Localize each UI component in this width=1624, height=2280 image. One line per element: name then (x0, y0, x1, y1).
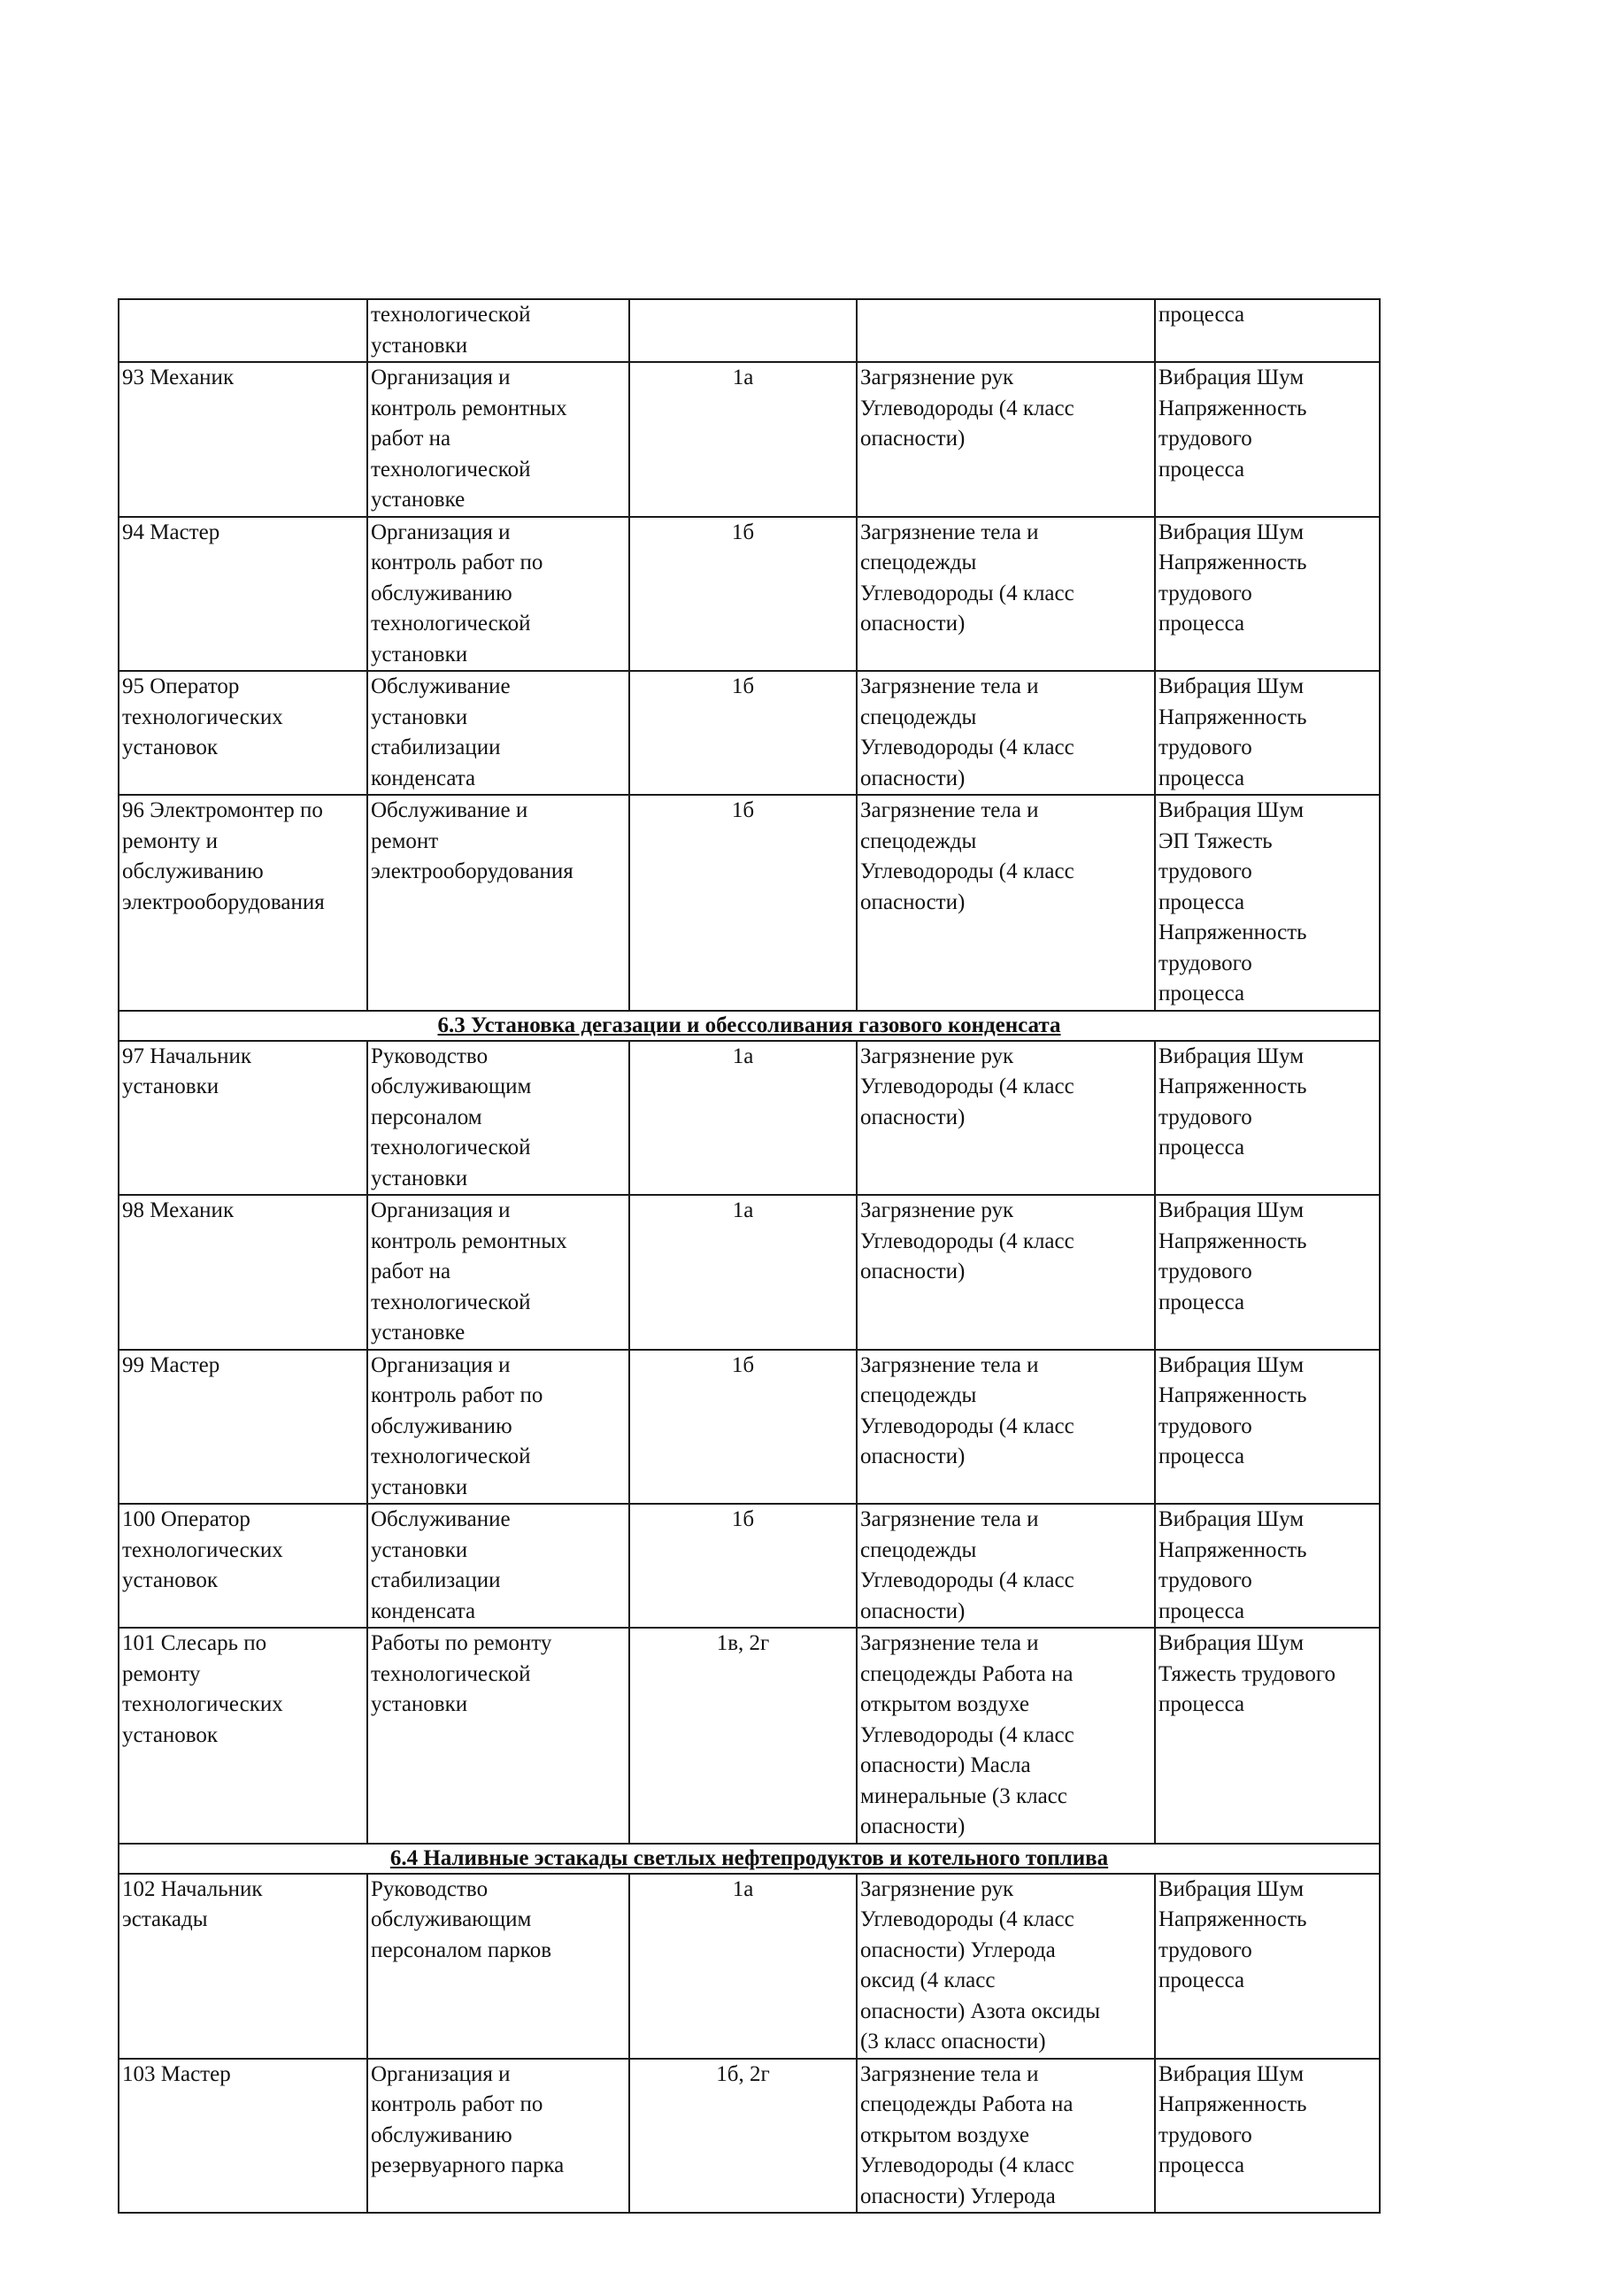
risk-factors-cell: Вибрация Шум Напряженность трудового процесса (1155, 1350, 1380, 1505)
work-class-cell: 1б, 2г (629, 2059, 857, 2214)
work-description-cell: Организация и контроль работ по обслуживанию технологической установки (367, 517, 629, 672)
hazard-factors-cell: Загрязнение тела и спецодежды Углеводороды (4 класс опасности) (857, 1504, 1155, 1628)
hazard-factors-cell (857, 299, 1155, 362)
work-class-cell: 1а (629, 1195, 857, 1350)
risk-factors-cell: Вибрация Шум Напряженность трудового процесса (1155, 1041, 1380, 1196)
profession-cell (119, 299, 367, 362)
table-row (119, 1628, 1380, 1844)
work-class-cell (629, 299, 857, 362)
work-class-cell: 1б (629, 1504, 857, 1628)
table-row (119, 1874, 1380, 2059)
risk-factors-cell: Вибрация Шум Тяжесть трудового процесса (1155, 1628, 1380, 1844)
work-description-cell: Организация и контроль ремонтных работ на технологической установке (367, 362, 629, 517)
table-row (119, 362, 1380, 517)
hazard-factors-cell: Загрязнение тела и спецодежды Работа на открытом воздухе Углеводороды (4 класс опасности) Масла минеральные (3 класс опасности) (857, 1628, 1155, 1844)
work-class-cell: 1б (629, 1350, 857, 1505)
work-description-cell: Руководство обслуживающим персоналом технологической установки (367, 1041, 629, 1196)
profession-cell: 93 Механик (119, 362, 367, 517)
work-description-cell: Организация и контроль работ по обслуживанию резервуарного парка (367, 2059, 629, 2214)
table-row (119, 1350, 1380, 1505)
section-heading: 6.3 Установка дегазации и обессоливания газового конденсата (119, 1011, 1380, 1041)
hazard-factors-cell: Загрязнение рук Углеводороды (4 класс опасности) Углерода оксид (4 класс опасности) Азота оксиды (3 класс опасности) (857, 1874, 1155, 2059)
hazard-factors-cell: Загрязнение рук Углеводороды (4 класс опасности) (857, 1041, 1155, 1196)
risk-factors-cell: Вибрация Шум Напряженность трудового процесса (1155, 517, 1380, 672)
table-row (119, 795, 1380, 1011)
hazard-factors-cell: Загрязнение тела и спецодежды Углеводороды (4 класс опасности) (857, 795, 1155, 1011)
section-row (119, 1011, 1380, 1041)
risk-factors-cell: Вибрация Шум ЭП Тяжесть трудового процесса Напряженность трудового процесса (1155, 795, 1380, 1011)
profession-cell: 99 Мастер (119, 1350, 367, 1505)
risk-factors-cell: Вибрация Шум Напряженность трудового процесса (1155, 1195, 1380, 1350)
profession-cell: 94 Мастер (119, 517, 367, 672)
work-description-cell: Обслуживание установки стабилизации конденсата (367, 671, 629, 795)
hazard-factors-cell: Загрязнение тела и спецодежды Углеводороды (4 класс опасности) (857, 1350, 1155, 1505)
profession-cell: 101 Слесарь по ремонту технологических установок (119, 1628, 367, 1844)
risk-factors-cell: Вибрация Шум Напряженность трудового процесса (1155, 1874, 1380, 2059)
work-class-cell: 1а (629, 1874, 857, 2059)
work-class-cell: 1б (629, 517, 857, 672)
work-class-cell: 1в, 2г (629, 1628, 857, 1844)
profession-cell: 96 Электромонтер по ремонту и обслуживанию электрооборудования (119, 795, 367, 1011)
hazard-factors-cell: Загрязнение рук Углеводороды (4 класс опасности) (857, 1195, 1155, 1350)
work-class-cell: 1б (629, 671, 857, 795)
table-row (119, 1195, 1380, 1350)
hazard-factors-cell: Загрязнение тела и спецодежды Углеводороды (4 класс опасности) (857, 517, 1155, 672)
work-class-cell: 1а (629, 1041, 857, 1196)
section-heading: 6.4 Наливные эстакады светлых нефтепродуктов и котельного топлива (119, 1844, 1380, 1874)
table-row (119, 1041, 1380, 1196)
work-description-cell: Обслуживание установки стабилизации конденсата (367, 1504, 629, 1628)
work-description-cell: Руководство обслуживающим персоналом парков (367, 1874, 629, 2059)
risk-factors-cell: Вибрация Шум Напряженность трудового процесса (1155, 2059, 1380, 2214)
profession-cell: 98 Механик (119, 1195, 367, 1350)
hazard-table-body (119, 299, 1380, 2213)
table-row (119, 299, 1380, 362)
work-description-cell: Работы по ремонту технологической установки (367, 1628, 629, 1844)
work-description-cell: Организация и контроль работ по обслуживанию технологической установки (367, 1350, 629, 1505)
profession-cell: 95 Оператор технологических установок (119, 671, 367, 795)
work-description-cell: Обслуживание и ремонт электрооборудования (367, 795, 629, 1011)
table-row (119, 1504, 1380, 1628)
risk-factors-cell: Вибрация Шум Напряженность трудового процесса (1155, 362, 1380, 517)
table-row (119, 2059, 1380, 2214)
table-row (119, 671, 1380, 795)
hazard-factors-cell: Загрязнение рук Углеводороды (4 класс опасности) (857, 362, 1155, 517)
section-row (119, 1844, 1380, 1874)
table-row (119, 517, 1380, 672)
risk-factors-cell: Вибрация Шум Напряженность трудового процесса (1155, 1504, 1380, 1628)
hazard-factors-cell: Загрязнение тела и спецодежды Работа на открытом воздухе Углеводороды (4 класс опасности) Углерода (857, 2059, 1155, 2214)
work-description-cell: технологической установки (367, 299, 629, 362)
risk-factors-cell: процесса (1155, 299, 1380, 362)
profession-cell: 97 Начальник установки (119, 1041, 367, 1196)
hazard-table (118, 298, 1381, 2214)
profession-cell: 102 Начальник эстакады (119, 1874, 367, 2059)
work-class-cell: 1а (629, 362, 857, 517)
work-description-cell: Организация и контроль ремонтных работ на технологической установке (367, 1195, 629, 1350)
profession-cell: 100 Оператор технологических установок (119, 1504, 367, 1628)
profession-cell: 103 Мастер (119, 2059, 367, 2214)
risk-factors-cell: Вибрация Шум Напряженность трудового процесса (1155, 671, 1380, 795)
hazard-factors-cell: Загрязнение тела и спецодежды Углеводороды (4 класс опасности) (857, 671, 1155, 795)
work-class-cell: 1б (629, 795, 857, 1011)
